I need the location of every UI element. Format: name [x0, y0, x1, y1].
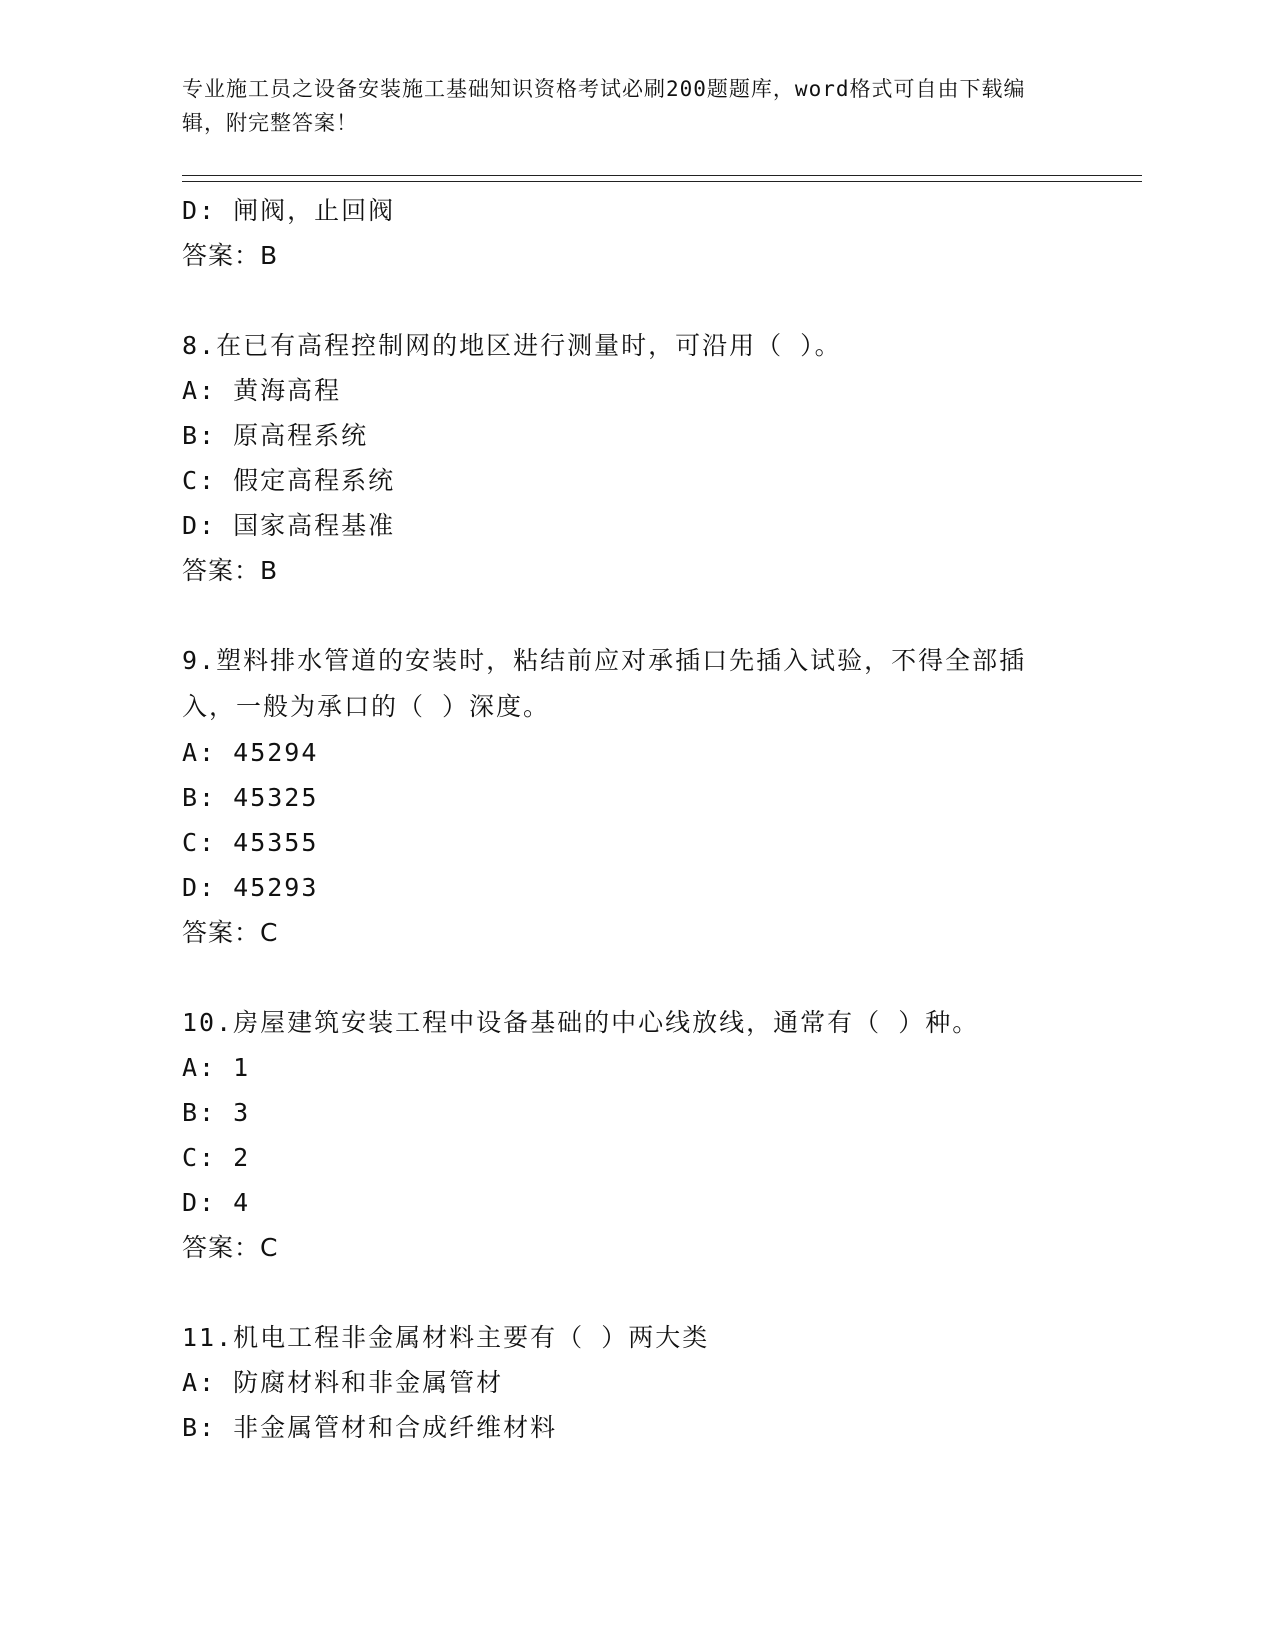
option-c: C: 假定高程系统 [182, 466, 396, 495]
option-d: D: 闸阀，止回阀 [182, 196, 396, 225]
spacer [182, 593, 1082, 638]
option-c: C: 2 [182, 1143, 251, 1172]
option-a: A: 黄海高程 [182, 376, 342, 405]
option-b: B: 原高程系统 [182, 421, 369, 450]
header-divider-bottom [182, 181, 1142, 182]
option-a: A: 防腐材料和非金属管材 [182, 1368, 504, 1397]
option-a: A: 1 [182, 1053, 251, 1082]
answer-line: 答案：B [182, 556, 279, 585]
question-stem: 11.机电工程非金属材料主要有（ ）两大类 [182, 1323, 710, 1352]
answer-line: 答案：C [182, 918, 279, 947]
answer-line: 答案：B [182, 241, 279, 270]
question-stem: 8.在已有高程控制网的地区进行测量时，可沿用（ ）。 [182, 331, 842, 360]
question-10 [182, 1000, 1082, 1270]
question-11 [182, 1315, 1082, 1450]
answer-line: 答案：C [182, 1233, 279, 1262]
header-divider-top [182, 175, 1142, 176]
question-stem: 9.塑料排水管道的安装时，粘结前应对承插口先插入试验，不得全部插入，一般为承口的（ ）深度。 [182, 646, 1027, 721]
option-b: B: 45325 [182, 783, 319, 812]
question-9 [182, 638, 1082, 955]
spacer [182, 278, 1082, 323]
option-d: D: 4 [182, 1188, 251, 1217]
option-b: B: 3 [182, 1098, 251, 1127]
option-c: C: 45355 [182, 828, 319, 857]
option-d: D: 45293 [182, 873, 319, 902]
option-b: B: 非金属管材和合成纤维材料 [182, 1413, 558, 1442]
spacer [182, 955, 1082, 1000]
option-a: A: 45294 [182, 738, 319, 767]
question-8 [182, 323, 1082, 593]
spacer [182, 1270, 1082, 1315]
document-header: 专业施工员之设备安装施工基础知识资格考试必刷200题题库，word格式可自由下载编辑，附完整答案！ [182, 77, 1026, 135]
option-d: D: 国家高程基准 [182, 511, 396, 540]
question-list [182, 188, 1082, 1450]
question-stem: 10.房屋建筑安装工程中设备基础的中心线放线，通常有（ ）种。 [182, 1008, 980, 1037]
